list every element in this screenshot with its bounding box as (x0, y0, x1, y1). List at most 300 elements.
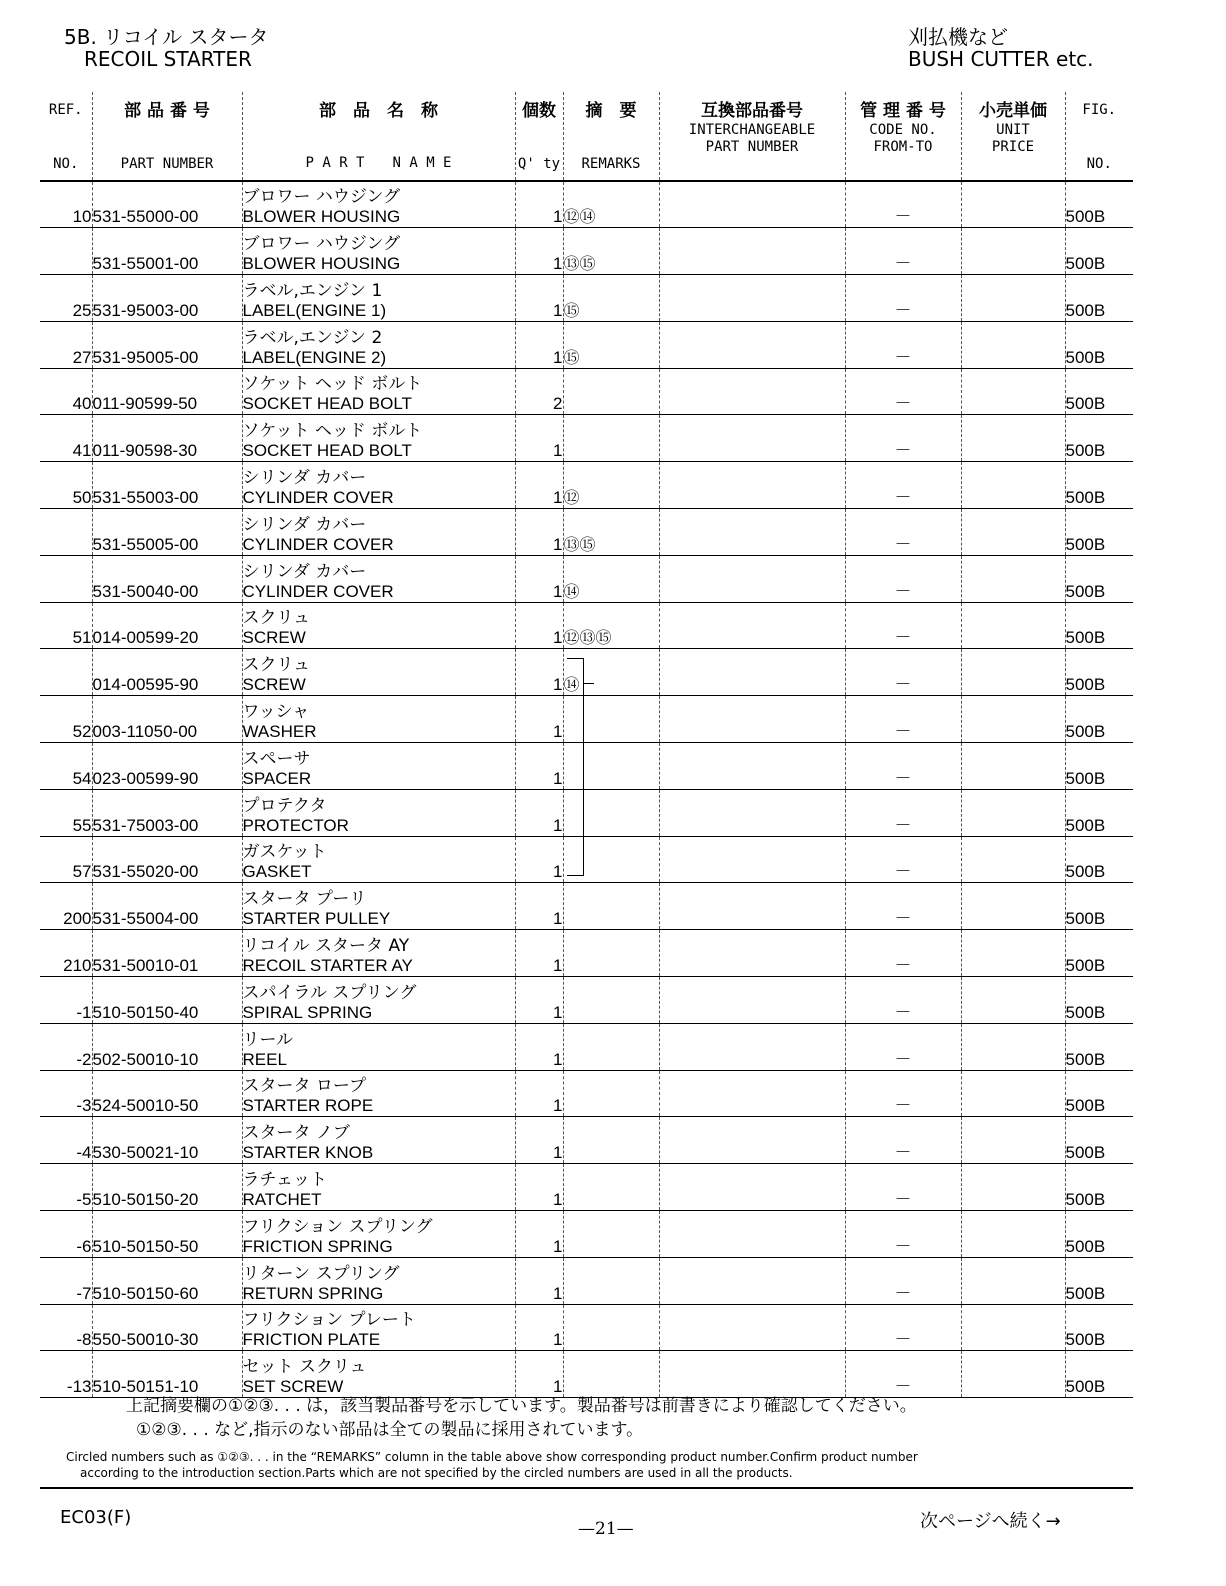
part-name (242, 789, 515, 836)
table-row (40, 602, 1133, 649)
part-name (242, 977, 515, 1024)
part-name-ja: リコイル スタータ AY (242, 936, 410, 957)
code-no: － (845, 321, 961, 368)
table-row (40, 883, 1133, 930)
part-name-en: CYLINDER COVER (242, 488, 394, 508)
part-name (242, 1351, 515, 1398)
part-number: 530-50021-10 (92, 1117, 242, 1164)
unit-price (961, 836, 1065, 883)
col-part-number: 部 品 番 号 PART NUMBER (92, 92, 242, 181)
fig-no: 500B (1065, 181, 1133, 228)
unit-price (961, 743, 1065, 790)
unit-price (961, 228, 1065, 275)
remarks (563, 1257, 659, 1304)
ref-no (40, 509, 92, 556)
table-row (40, 1304, 1133, 1351)
code-no: － (845, 368, 961, 415)
part-number: 531-55000-00 (92, 181, 242, 228)
code-no: － (845, 977, 961, 1024)
quantity: 1 (515, 743, 563, 790)
fig-no: 500B (1065, 555, 1133, 602)
quantity: 1 (515, 275, 563, 322)
part-name-en: WASHER (242, 722, 317, 742)
part-number: 502-50010-10 (92, 1023, 242, 1070)
unit-price (961, 1117, 1065, 1164)
remarks (563, 1304, 659, 1351)
remarks: ⑮ (563, 321, 659, 368)
ref-no: 40 (40, 368, 92, 415)
section-title-en: RECOIL STARTER (84, 47, 252, 71)
part-number: 531-55003-00 (92, 462, 242, 509)
ref-no: 25 (40, 275, 92, 322)
fig-no: 500B (1065, 1351, 1133, 1398)
part-number: 531-55001-00 (92, 228, 242, 275)
fig-no: 500B (1065, 649, 1133, 696)
code-no: － (845, 883, 961, 930)
table-header-row (40, 92, 1133, 181)
table-row (40, 977, 1133, 1024)
code-no: － (845, 696, 961, 743)
part-name-ja: シリンダ カバー (242, 514, 367, 535)
unit-price (961, 977, 1065, 1024)
fig-no: 500B (1065, 743, 1133, 790)
part-name-en: RECOIL STARTER AY (242, 956, 413, 976)
part-name-ja: ソケット ヘッド ボルト (242, 374, 423, 395)
code-no: － (845, 743, 961, 790)
interchangeable-part (659, 649, 845, 696)
fig-no: 500B (1065, 883, 1133, 930)
remarks (563, 883, 659, 930)
part-name (242, 743, 515, 790)
ref-no: 54 (40, 743, 92, 790)
part-name-en: RETURN SPRING (242, 1283, 384, 1303)
continue-next-page: 次ページへ続く→ (920, 1511, 1061, 1532)
code-no: － (845, 930, 961, 977)
table-row (40, 1070, 1133, 1117)
quantity: 1 (515, 930, 563, 977)
part-name-ja: フリクション スプリング (242, 1216, 433, 1237)
parts-rows (40, 181, 1133, 1398)
table-row (40, 228, 1133, 275)
interchangeable-part (659, 930, 845, 977)
fig-no: 500B (1065, 930, 1133, 977)
part-name-en: GASKET (242, 862, 312, 882)
table-row (40, 1351, 1133, 1398)
code-no: － (845, 509, 961, 556)
interchangeable-part (659, 789, 845, 836)
part-name-ja: スタータ プーリ (242, 889, 367, 910)
part-name-ja: ラベル,エンジン 1 (242, 280, 383, 301)
part-name (242, 181, 515, 228)
table-row (40, 509, 1133, 556)
unit-price (961, 1211, 1065, 1258)
part-name-en: SCREW (242, 675, 306, 695)
fig-no: 500B (1065, 1164, 1133, 1211)
table-row (40, 321, 1133, 368)
part-name-en: SCREW (242, 628, 306, 648)
table-row (40, 743, 1133, 790)
part-name-en: SPACER (242, 768, 312, 788)
remarks (563, 1164, 659, 1211)
interchangeable-part (659, 743, 845, 790)
interchangeable-part (659, 883, 845, 930)
model-code: EC03(F) (60, 1507, 132, 1528)
code-no: － (845, 1164, 961, 1211)
quantity: 2 (515, 368, 563, 415)
interchangeable-part (659, 275, 845, 322)
part-name (242, 930, 515, 977)
quantity: 1 (515, 228, 563, 275)
ref-no: 50 (40, 462, 92, 509)
table-row (40, 462, 1133, 509)
part-name-ja: スクリュ (242, 608, 310, 629)
table-row (40, 1164, 1133, 1211)
part-name-ja: ラチェット (242, 1170, 327, 1191)
part-name-en: BLOWER HOUSING (242, 207, 401, 227)
part-number: 531-55020-00 (92, 836, 242, 883)
unit-price (961, 649, 1065, 696)
part-number: 023-00599-90 (92, 743, 242, 790)
unit-price (961, 1257, 1065, 1304)
remarks (563, 1211, 659, 1258)
part-number: 014-00595-90 (92, 649, 242, 696)
part-name (242, 1023, 515, 1070)
table-row (40, 555, 1133, 602)
part-name-en: SOCKET HEAD BOLT (242, 441, 412, 461)
table-row (40, 181, 1133, 228)
unit-price (961, 181, 1065, 228)
interchangeable-part (659, 181, 845, 228)
interchangeable-part (659, 1304, 845, 1351)
section-title (64, 26, 269, 70)
code-no: － (845, 1070, 961, 1117)
part-name-en: SOCKET HEAD BOLT (242, 394, 412, 414)
quantity: 1 (515, 462, 563, 509)
fig-no: 500B (1065, 1211, 1133, 1258)
part-name (242, 1211, 515, 1258)
fig-no: 500B (1065, 509, 1133, 556)
fig-no: 500B (1065, 836, 1133, 883)
quantity: 1 (515, 509, 563, 556)
remarks (563, 1351, 659, 1398)
unit-price (961, 275, 1065, 322)
remarks (563, 977, 659, 1024)
part-name-en: STARTER ROPE (242, 1096, 374, 1116)
part-name-en: RATCHET (242, 1190, 322, 1210)
part-name-en: SET SCREW (242, 1377, 344, 1397)
part-name-ja: スタータ ノブ (242, 1123, 350, 1144)
quantity: 1 (515, 1211, 563, 1258)
part-name-ja: フリクション プレート (242, 1310, 416, 1331)
interchangeable-part (659, 602, 845, 649)
interchangeable-part (659, 321, 845, 368)
note-en-line2: according to the introduction section.Parts which are not specified by the circled numbers are used in all the products. (80, 1466, 793, 1480)
section-title-ja: 5B. リコイル スタータ (64, 25, 269, 49)
remarks (563, 930, 659, 977)
remarks: ⑫ (563, 462, 659, 509)
interchangeable-part (659, 1117, 845, 1164)
part-name-en: CYLINDER COVER (242, 581, 394, 601)
interchangeable-part (659, 696, 845, 743)
remarks: ⑭ (563, 649, 659, 696)
col-fig: FIG. NO. (1065, 92, 1133, 181)
quantity: 1 (515, 1257, 563, 1304)
unit-price (961, 368, 1065, 415)
quantity: 1 (515, 1117, 563, 1164)
fig-no: 500B (1065, 1023, 1133, 1070)
ref-no (40, 228, 92, 275)
quantity: 1 (515, 1351, 563, 1398)
part-number: 510-50150-60 (92, 1257, 242, 1304)
note-ja-line2: ①②③. . . など,指示のない部品は全ての製品に採用されています。 (136, 1420, 644, 1440)
part-name-ja: スクリュ (242, 655, 310, 676)
interchangeable-part (659, 368, 845, 415)
part-number: 531-50010-01 (92, 930, 242, 977)
ref-no: -2 (40, 1023, 92, 1070)
remarks: ⑮ (563, 275, 659, 322)
note-ja-line1: 上記摘要欄の①②③. . . は，該当製品番号を示しています。製品番号は前書きにより確認してください。 (126, 1396, 917, 1416)
ref-no: 210 (40, 930, 92, 977)
code-no: － (845, 836, 961, 883)
interchangeable-part (659, 977, 845, 1024)
part-name-en: LABEL(ENGINE 2) (242, 347, 387, 367)
part-name-en: REEL (242, 1049, 287, 1069)
quantity: 1 (515, 321, 563, 368)
table-row (40, 275, 1133, 322)
part-name (242, 415, 515, 462)
fig-no: 500B (1065, 228, 1133, 275)
code-no: － (845, 462, 961, 509)
category-title-en: BUSH CUTTER etc. (908, 47, 1094, 71)
part-name-en: PROTECTOR (242, 815, 349, 835)
ref-no: 57 (40, 836, 92, 883)
part-number: 531-75003-00 (92, 789, 242, 836)
part-name-ja: シリンダ カバー (242, 468, 367, 489)
ref-no: 10 (40, 181, 92, 228)
unit-price (961, 696, 1065, 743)
remarks: ⑬⑮ (563, 228, 659, 275)
ref-no: 51 (40, 602, 92, 649)
code-no: － (845, 555, 961, 602)
part-number: 531-55004-00 (92, 883, 242, 930)
part-number: 014-00599-20 (92, 602, 242, 649)
code-no: － (845, 649, 961, 696)
part-number: 003-11050-00 (92, 696, 242, 743)
code-no: － (845, 1117, 961, 1164)
category-title (908, 26, 1094, 70)
ref-no (40, 649, 92, 696)
interchangeable-part (659, 1164, 845, 1211)
part-name (242, 649, 515, 696)
code-no: － (845, 228, 961, 275)
unit-price (961, 789, 1065, 836)
ref-no: 41 (40, 415, 92, 462)
note-en-line1: Circled numbers such as ①②③. . . in the “REMARKS” column in the table above show corresponding product number.Confirm product number (66, 1450, 918, 1464)
remarks: ⑫⑭ (563, 181, 659, 228)
interchangeable-part (659, 509, 845, 556)
quantity: 1 (515, 836, 563, 883)
part-name-en: CYLINDER COVER (242, 534, 394, 554)
part-name-ja: プロテクタ (242, 795, 327, 816)
interchangeable-part (659, 1211, 845, 1258)
unit-price (961, 415, 1065, 462)
fig-no: 500B (1065, 1070, 1133, 1117)
unit-price (961, 1023, 1065, 1070)
quantity: 1 (515, 1304, 563, 1351)
ref-no (40, 555, 92, 602)
part-name (242, 602, 515, 649)
remarks: ⑫⑬⑮ (563, 602, 659, 649)
interchangeable-part (659, 555, 845, 602)
part-name-en: FRICTION PLATE (242, 1330, 381, 1350)
table-row (40, 930, 1133, 977)
table-row (40, 696, 1133, 743)
interchangeable-part (659, 1257, 845, 1304)
ref-no: 55 (40, 789, 92, 836)
code-no: － (845, 602, 961, 649)
ref-no: 200 (40, 883, 92, 930)
part-number: 510-50151-10 (92, 1351, 242, 1398)
ref-no: -5 (40, 1164, 92, 1211)
unit-price (961, 462, 1065, 509)
interchangeable-part (659, 1070, 845, 1117)
part-number: 531-50040-00 (92, 555, 242, 602)
code-no: － (845, 1304, 961, 1351)
quantity: 1 (515, 977, 563, 1024)
table-row (40, 1211, 1133, 1258)
part-name (242, 1070, 515, 1117)
fig-no: 500B (1065, 696, 1133, 743)
part-name-ja: シリンダ カバー (242, 561, 367, 582)
unit-price (961, 509, 1065, 556)
fig-no: 500B (1065, 321, 1133, 368)
remarks: ⑬⑮ (563, 509, 659, 556)
part-name (242, 1304, 515, 1351)
code-no: － (845, 1351, 961, 1398)
remarks (563, 1070, 659, 1117)
col-ref: REF. NO. (40, 92, 92, 181)
fig-no: 500B (1065, 1304, 1133, 1351)
quantity: 1 (515, 555, 563, 602)
part-name-ja: ラベル,エンジン 2 (242, 327, 383, 348)
part-number: 524-50010-50 (92, 1070, 242, 1117)
unit-price (961, 1164, 1065, 1211)
code-no: － (845, 1023, 961, 1070)
part-name (242, 836, 515, 883)
part-name (242, 228, 515, 275)
ref-no: -6 (40, 1211, 92, 1258)
remarks-group-bracket (567, 658, 584, 876)
unit-price (961, 1304, 1065, 1351)
part-name (242, 1257, 515, 1304)
unit-price (961, 883, 1065, 930)
ref-no: -4 (40, 1117, 92, 1164)
part-name-en: FRICTION SPRING (242, 1236, 393, 1256)
remarks (563, 1117, 659, 1164)
remarks-group-tick (584, 683, 594, 684)
code-no: － (845, 275, 961, 322)
col-interchangeable: 互換部品番号 INTERCHANGEABLE PART NUMBER (659, 92, 845, 181)
remarks (563, 415, 659, 462)
part-name (242, 1117, 515, 1164)
ref-no: 52 (40, 696, 92, 743)
fig-no: 500B (1065, 1257, 1133, 1304)
unit-price (961, 930, 1065, 977)
unit-price (961, 602, 1065, 649)
part-name-en: BLOWER HOUSING (242, 254, 401, 274)
unit-price (961, 1070, 1065, 1117)
unit-price (961, 1351, 1065, 1398)
col-price: 小売単価 UNIT PRICE (961, 92, 1065, 181)
interchangeable-part (659, 1351, 845, 1398)
interchangeable-part (659, 462, 845, 509)
part-name (242, 275, 515, 322)
part-name-en: STARTER PULLEY (242, 909, 391, 929)
ref-no: -1 (40, 977, 92, 1024)
fig-no: 500B (1065, 368, 1133, 415)
part-name (242, 1164, 515, 1211)
table-row (40, 1023, 1133, 1070)
table-row (40, 649, 1133, 696)
part-name-ja: スパイラル スプリング (242, 982, 417, 1003)
part-number: 510-50150-20 (92, 1164, 242, 1211)
table-row (40, 836, 1133, 883)
part-name-en: SPIRAL SPRING (242, 1002, 373, 1022)
interchangeable-part (659, 415, 845, 462)
quantity: 1 (515, 415, 563, 462)
code-no: － (845, 1211, 961, 1258)
part-number: 011-90598-30 (92, 415, 242, 462)
part-name-en: LABEL(ENGINE 1) (242, 300, 387, 320)
fig-no: 500B (1065, 462, 1133, 509)
table-row (40, 368, 1133, 415)
code-no: － (845, 181, 961, 228)
quantity: 1 (515, 696, 563, 743)
part-name-ja: スタータ ロープ (242, 1076, 367, 1097)
quantity: 1 (515, 602, 563, 649)
table-row (40, 1117, 1133, 1164)
unit-price (961, 321, 1065, 368)
quantity: 1 (515, 1023, 563, 1070)
col-code: 管 理 番 号 CODE NO. FROM-TO (845, 92, 961, 181)
code-no: － (845, 415, 961, 462)
part-number: 531-95005-00 (92, 321, 242, 368)
part-name (242, 509, 515, 556)
part-name (242, 321, 515, 368)
ref-no: -7 (40, 1257, 92, 1304)
remarks: ⑭ (563, 555, 659, 602)
part-name-ja: セット スクリュ (242, 1357, 367, 1378)
part-name-ja: ソケット ヘッド ボルト (242, 421, 423, 442)
part-name (242, 368, 515, 415)
part-name (242, 883, 515, 930)
part-name-ja: ブロワー ハウジング (242, 187, 401, 208)
notes-section (40, 1392, 1133, 1489)
part-name (242, 696, 515, 743)
code-no: － (845, 1257, 961, 1304)
quantity: 1 (515, 883, 563, 930)
quantity: 1 (515, 789, 563, 836)
table-row (40, 415, 1133, 462)
col-remarks: 摘 要 REMARKS (563, 92, 659, 181)
part-name-ja: ワッシャ (242, 702, 310, 723)
fig-no: 500B (1065, 275, 1133, 322)
part-name-ja: リターン スプリング (242, 1263, 400, 1284)
part-name-en: STARTER KNOB (242, 1143, 374, 1163)
parts-table (40, 92, 1133, 1398)
fig-no: 500B (1065, 789, 1133, 836)
part-number: 531-95003-00 (92, 275, 242, 322)
